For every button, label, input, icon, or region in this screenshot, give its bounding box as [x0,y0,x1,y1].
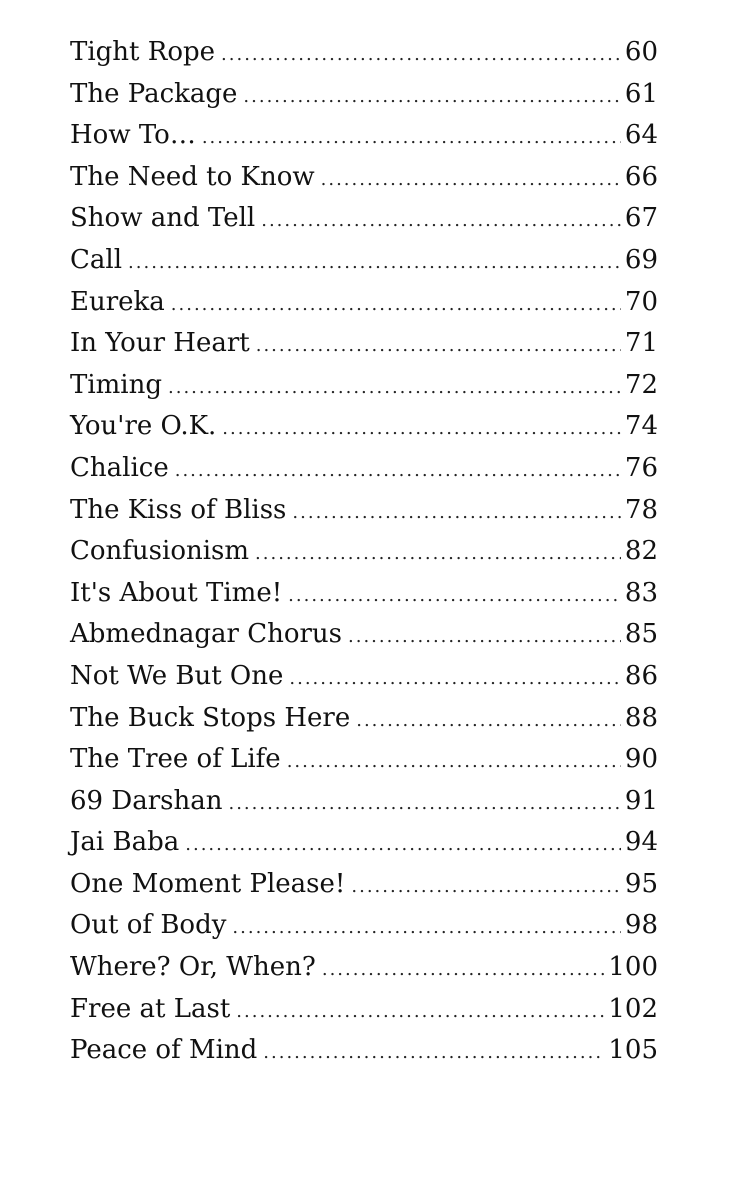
toc-entry-page: 83 [624,577,658,608]
toc-entry [70,869,658,911]
toc-entry-page: 64 [624,120,658,151]
toc-entry [70,1035,658,1077]
toc-dot-leader [348,626,621,647]
toc-dot-leader [175,460,621,481]
toc-entry [70,952,658,994]
toc-entry-title: The Kiss of Bliss [70,494,287,525]
toc-entry-title: How To… [70,120,196,151]
toc-entry [70,203,658,245]
toc-dot-leader [356,710,621,731]
toc-entry-title: Where? Or, When? [70,952,316,983]
toc-entry-page: 78 [624,494,658,525]
table-of-contents [70,37,658,1077]
toc-dot-leader [236,1001,604,1022]
toc-entry-page: 88 [624,702,658,733]
toc-entry [70,786,658,828]
toc-entry-title: Free at Last [70,993,231,1024]
toc-dot-leader [168,377,621,398]
toc-entry-page: 76 [624,452,658,483]
toc-entry [70,37,658,79]
toc-entry-page: 86 [624,660,658,691]
toc-entry [70,245,658,287]
toc-dot-leader [263,1042,604,1063]
toc-entry-page: 91 [624,785,658,816]
toc-entry-page: 102 [608,993,658,1024]
toc-entry-page: 61 [624,78,658,109]
toc-entry-page: 67 [624,203,658,234]
toc-dot-leader [261,210,621,231]
toc-dot-leader [228,793,620,814]
toc-entry-page: 60 [624,37,658,67]
toc-entry-title: You're O.K. [70,411,217,442]
toc-entry-title: The Tree of Life [70,744,281,775]
toc-entry-title: Show and Tell [70,203,256,234]
toc-entry-title: The Package [70,78,238,109]
toc-entry-title: In Your Heart [70,328,250,359]
toc-entry-title: Call [70,244,123,275]
toc-entry-page: 98 [624,910,658,941]
toc-entry-page: 105 [608,1035,658,1066]
toc-dot-leader [202,127,621,148]
toc-entry-page: 69 [624,244,658,275]
toc-dot-leader [256,335,621,356]
toc-entry-page: 72 [624,369,658,400]
toc-dot-leader [221,44,621,65]
toc-dot-leader [243,86,620,107]
toc-entry [70,827,658,869]
toc-entry-title: Peace of Mind [70,1035,258,1066]
toc-entry-page: 100 [608,952,658,983]
toc-dot-leader [322,959,605,980]
toc-dot-leader [287,751,621,772]
toc-entry [70,994,658,1036]
toc-entry-title: Timing [70,369,163,400]
toc-entry [70,453,658,495]
toc-entry [70,328,658,370]
toc-dot-leader [232,917,621,938]
toc-dot-leader [255,543,621,564]
toc-entry [70,703,658,745]
toc-entry-title: Jai Baba [70,827,180,858]
toc-dot-leader [171,294,621,315]
toc-dot-leader [128,252,621,273]
toc-entry-title: Abmednagar Chorus [70,619,342,650]
toc-entry [70,120,658,162]
toc-entry-title: The Need to Know [70,161,315,192]
toc-dot-leader [351,876,621,897]
toc-dot-leader [222,418,621,439]
toc-entry-page: 74 [624,411,658,442]
toc-entry-page: 66 [624,161,658,192]
toc-entry [70,162,658,204]
toc-entry [70,910,658,952]
toc-entry [70,661,658,703]
toc-dot-leader [321,169,621,190]
toc-entry-title: 69 Darshan [70,785,223,816]
toc-entry-page: 90 [624,744,658,775]
toc-entry-title: Chalice [70,452,169,483]
toc-entry-title: Out of Body [70,910,227,941]
toc-entry-title: The Buck Stops Here [70,702,351,733]
toc-dot-leader [292,502,621,523]
toc-entry [70,79,658,121]
toc-dot-leader [185,834,621,855]
toc-entry [70,578,658,620]
toc-entry-title: It's About Time! [70,577,283,608]
toc-entry [70,370,658,412]
toc-entry-page: 94 [624,827,658,858]
toc-entry-title: Not We But One [70,660,284,691]
toc-entry-title: Eureka [70,286,165,317]
toc-entry-page: 85 [624,619,658,650]
toc-entry-page: 95 [624,868,658,899]
toc-entry-title: Confusionism [70,536,250,567]
toc-entry [70,744,658,786]
toc-entry [70,287,658,329]
toc-entry-title: One Moment Please! [70,868,346,899]
toc-entry-page: 82 [624,536,658,567]
toc-entry-page: 70 [624,286,658,317]
toc-entry [70,411,658,453]
toc-entry [70,536,658,578]
toc-entry [70,495,658,537]
toc-dot-leader [288,585,621,606]
toc-entry [70,619,658,661]
toc-dot-leader [289,668,621,689]
toc-entry-title: Tight Rope [70,37,216,67]
toc-entry-page: 71 [624,328,658,359]
